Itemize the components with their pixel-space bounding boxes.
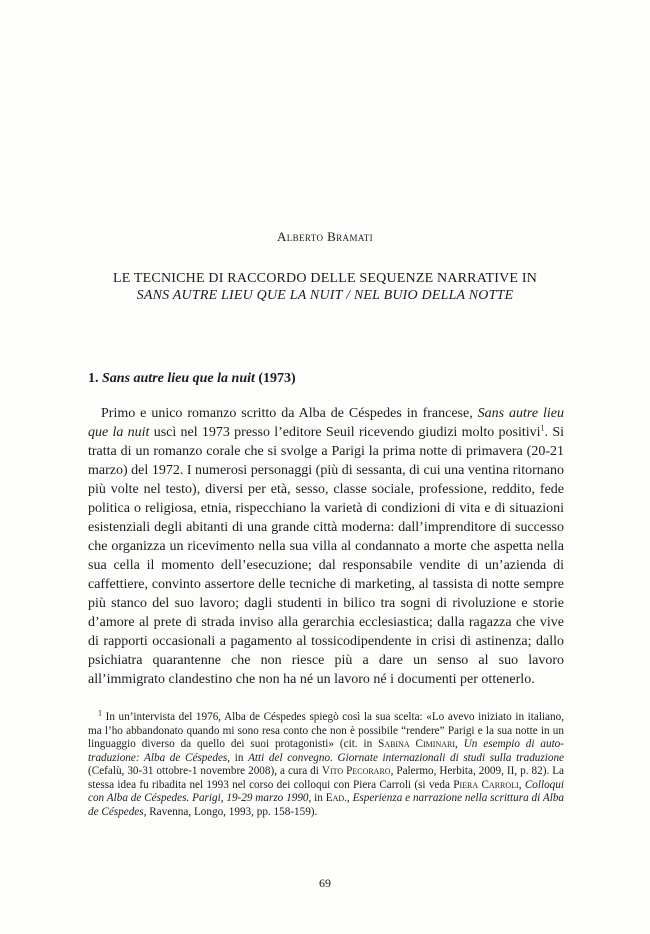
footnotes <box>88 708 565 819</box>
footnote-text: (Cefalù, 30-31 ottobre-1 novembre 2008), a cura di <box>88 765 322 777</box>
article-title <box>60 270 590 304</box>
footnote-number: 1 <box>98 708 102 718</box>
paragraph-text: Primo e unico romanzo scritto da Alba de Céspedes in francese, <box>101 406 478 421</box>
footnote-text: , Palermo, Herbita, 2009, II, p. 82). La stessa idea fu ribadita nel 1993 nel corso dei colloqui con Piera Carroli (si veda <box>88 765 564 791</box>
footnote-marker[interactable]: 1 <box>540 423 545 433</box>
paragraph-text: . Si tratta di un romanzo corale che si svolge a Parigi la prima notte di primavera (20-21 marzo) del 1972. I numerosi personaggi (più di sessanta, di cui una ventina ritornano più volte nel testo), diversi per età, sesso, classe sociale, professione, reddito, fede politica o religiosa, etnia, rispecchiano la varietà di condizioni di vita e di situazioni esistenziali degli abitanti di una grande città moderna: dall’imprenditore di successo che organizza un ricevimento nella sua villa al condannato a morte che aspetta nella sua cella il momento dell’esecuzione; dal responsabile vendite di un’azienda di caffettiere, convinto assertore delle tecniche di marketing, al tassista di notte sempre più stanco del suo lavoro; dagli studenti in bilico tra sogni di rivoluzione e storie d’amore al prete di strada inviso alla gerarchia ecclesiastica; dalla ragazza che vive di rapporti occasionali a pagamento al tossicodipendente in crisi di astinenza; dallo psichiatra quarantenne che non riesce più a dare un senso al suo lavoro all’immigrato clandestino che non ha né un lavoro né i documenti per ottenerlo. <box>88 425 564 687</box>
footnote-citation-title: Esperienza e narrazione nella scrittura di Alba de Céspedes <box>88 792 565 818</box>
footnote-text: , in <box>308 792 326 804</box>
section-year: (1973) <box>258 371 296 386</box>
footnote-citation-title: Colloqui con Alba de Céspedes. Parigi, 19-29 marzo 1990 <box>88 778 564 804</box>
footnote-author: Sabina Ciminari <box>378 738 455 750</box>
novel-title: Sans autre lieu que la nuit <box>88 406 564 440</box>
title-line-2: SANS AUTRE LIEU QUE LA NUIT / NEL BUIO DELLA NOTTE <box>136 288 514 303</box>
footnote-text: , <box>346 792 353 804</box>
body-text <box>88 404 564 689</box>
footnote-citation-title: Atti del convegno. Giornate internazionali di studi sulla traduzione <box>248 751 564 764</box>
footnote-text: , in <box>227 751 249 764</box>
footnote <box>88 708 565 819</box>
page-number: 69 <box>319 876 331 890</box>
footnote-text: In un’intervista del 1976, Alba de Céspedes spiegò così la sua scelta: «Lo avevo iniziato in italiano, ma l’ho abbandonato quando mi sono resa conto che non è possibile “rendere” Parigi e la sua notte in un linguaggio diverso da quello dei suoi protagonisti» (cit. in <box>88 711 564 750</box>
footnote-author: Vito Pecoraro <box>321 765 391 777</box>
paragraph <box>88 404 564 689</box>
footnote-text: , <box>455 738 464 750</box>
section-heading <box>88 371 568 387</box>
footnote-author: Ead. <box>325 792 347 804</box>
author-name: Alberto Bramati <box>276 229 374 244</box>
title-line-1: LE TECNICHE DI RACCORDO DELLE SEQUENZE NARRATIVE IN <box>112 271 538 286</box>
footnote-author: Piera Carroli <box>453 778 519 791</box>
section-number: 1. <box>88 371 99 386</box>
footnote-text: , Ravenna, Longo, 1993, pp. 158-159). <box>143 805 318 818</box>
footnote-citation-title: Un esempio di auto-traduzione: Alba de Céspedes <box>88 738 565 764</box>
paragraph-text: uscì nel 1973 presso l’editore Seuil ricevendo giudizi molto positivi <box>149 425 541 440</box>
section-title: Sans autre lieu que la nuit <box>102 371 255 386</box>
footnote-text: , <box>518 778 525 791</box>
